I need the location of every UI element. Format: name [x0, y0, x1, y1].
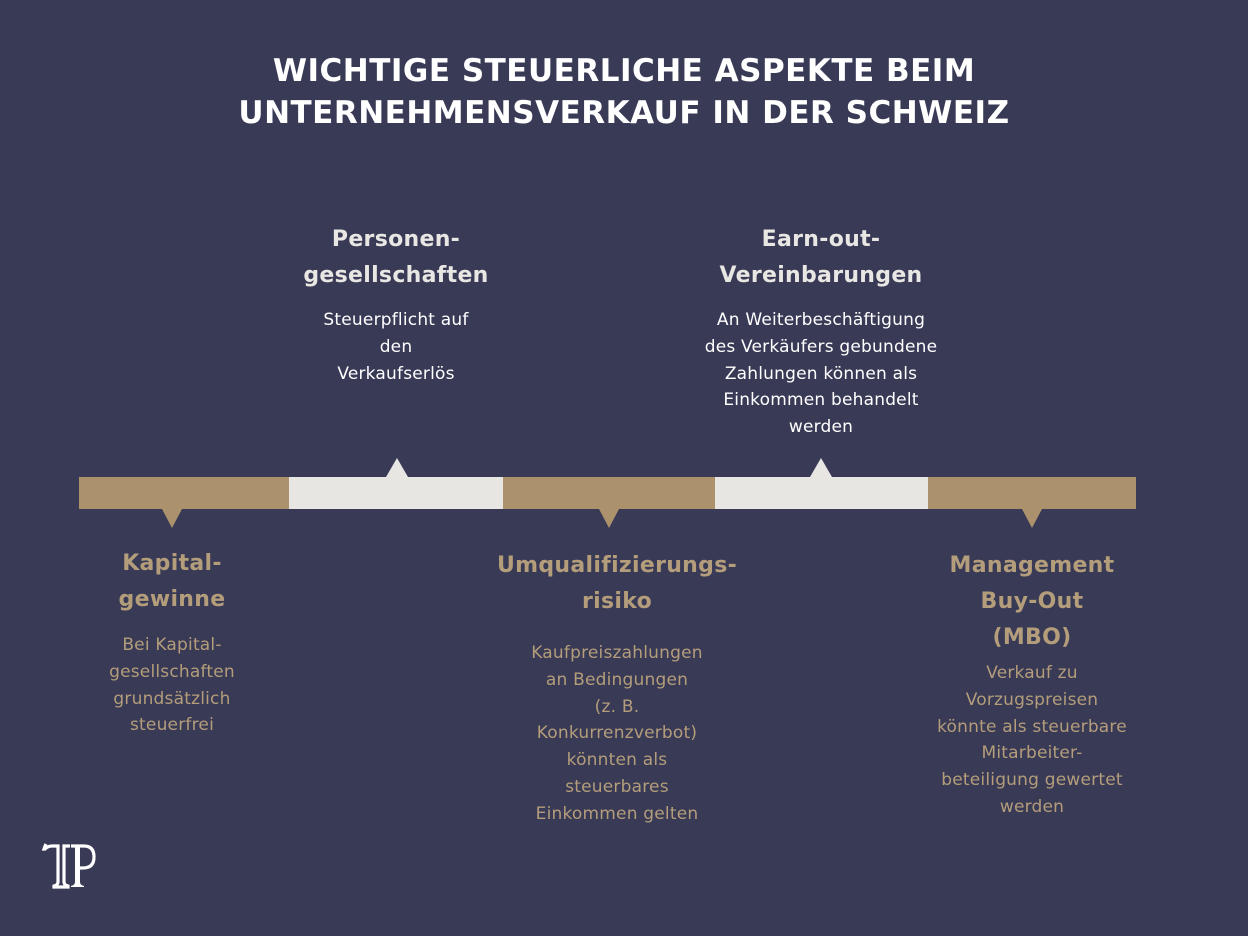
item-description: An Weiterbeschäftigung des Verkäufers gebundene Zahlungen können als Einkommen behandelt werden: [704, 310, 938, 438]
item-heading: Management Buy-Out (MBO): [949, 553, 1115, 650]
item-heading: Kapital- gewinne: [118, 551, 226, 612]
item-heading: Umqualifizierungs- risiko: [496, 553, 738, 614]
pointer-down-5: [1022, 509, 1042, 528]
timeline-segment-1: [79, 477, 289, 509]
item-description: Verkauf zu Vorzugspreisen könnte als steuerbare Mitarbeiter- beteiligung gewertet werden: [937, 663, 1127, 817]
item-umqualifizierungsrisiko: [480, 548, 754, 828]
pointer-down-3: [599, 509, 619, 528]
item-heading: Personen- gesellschaften: [303, 227, 489, 288]
pointer-up-2: [386, 458, 408, 477]
timeline-segment-2: [289, 477, 503, 509]
item-kapitalgewinne: [62, 546, 282, 739]
pointer-down-1: [162, 509, 182, 528]
title-line-2: UNTERNEHMENSVERKAUF IN DER SCHWEIZ: [238, 95, 1010, 131]
tp-logo: [40, 838, 104, 894]
item-management-buy-out: [912, 548, 1152, 821]
timeline-segment-5: [928, 477, 1136, 509]
item-description: Bei Kapital- gesellschaften grundsätzlich steuerfrei: [109, 635, 235, 736]
timeline-segment-4: [715, 477, 928, 509]
pointer-up-4: [810, 458, 832, 477]
page-title: [0, 50, 1248, 134]
timeline-segment-3: [503, 477, 715, 509]
item-earn-out-vereinbarungen: [676, 222, 966, 441]
item-personengesellschaften: [266, 222, 526, 387]
title-line-1: WICHTIGE STEUERLICHE ASPEKTE BEIM: [272, 53, 976, 89]
item-description: Steuerpflicht auf den Verkaufserlös: [323, 310, 469, 384]
item-description: Kaufpreiszahlungen an Bedingungen (z. B. Konkurrenzverbot) könnten als steuerbares Einkommen gelten: [531, 643, 703, 824]
item-heading: Earn-out- Vereinbarungen: [719, 227, 923, 288]
